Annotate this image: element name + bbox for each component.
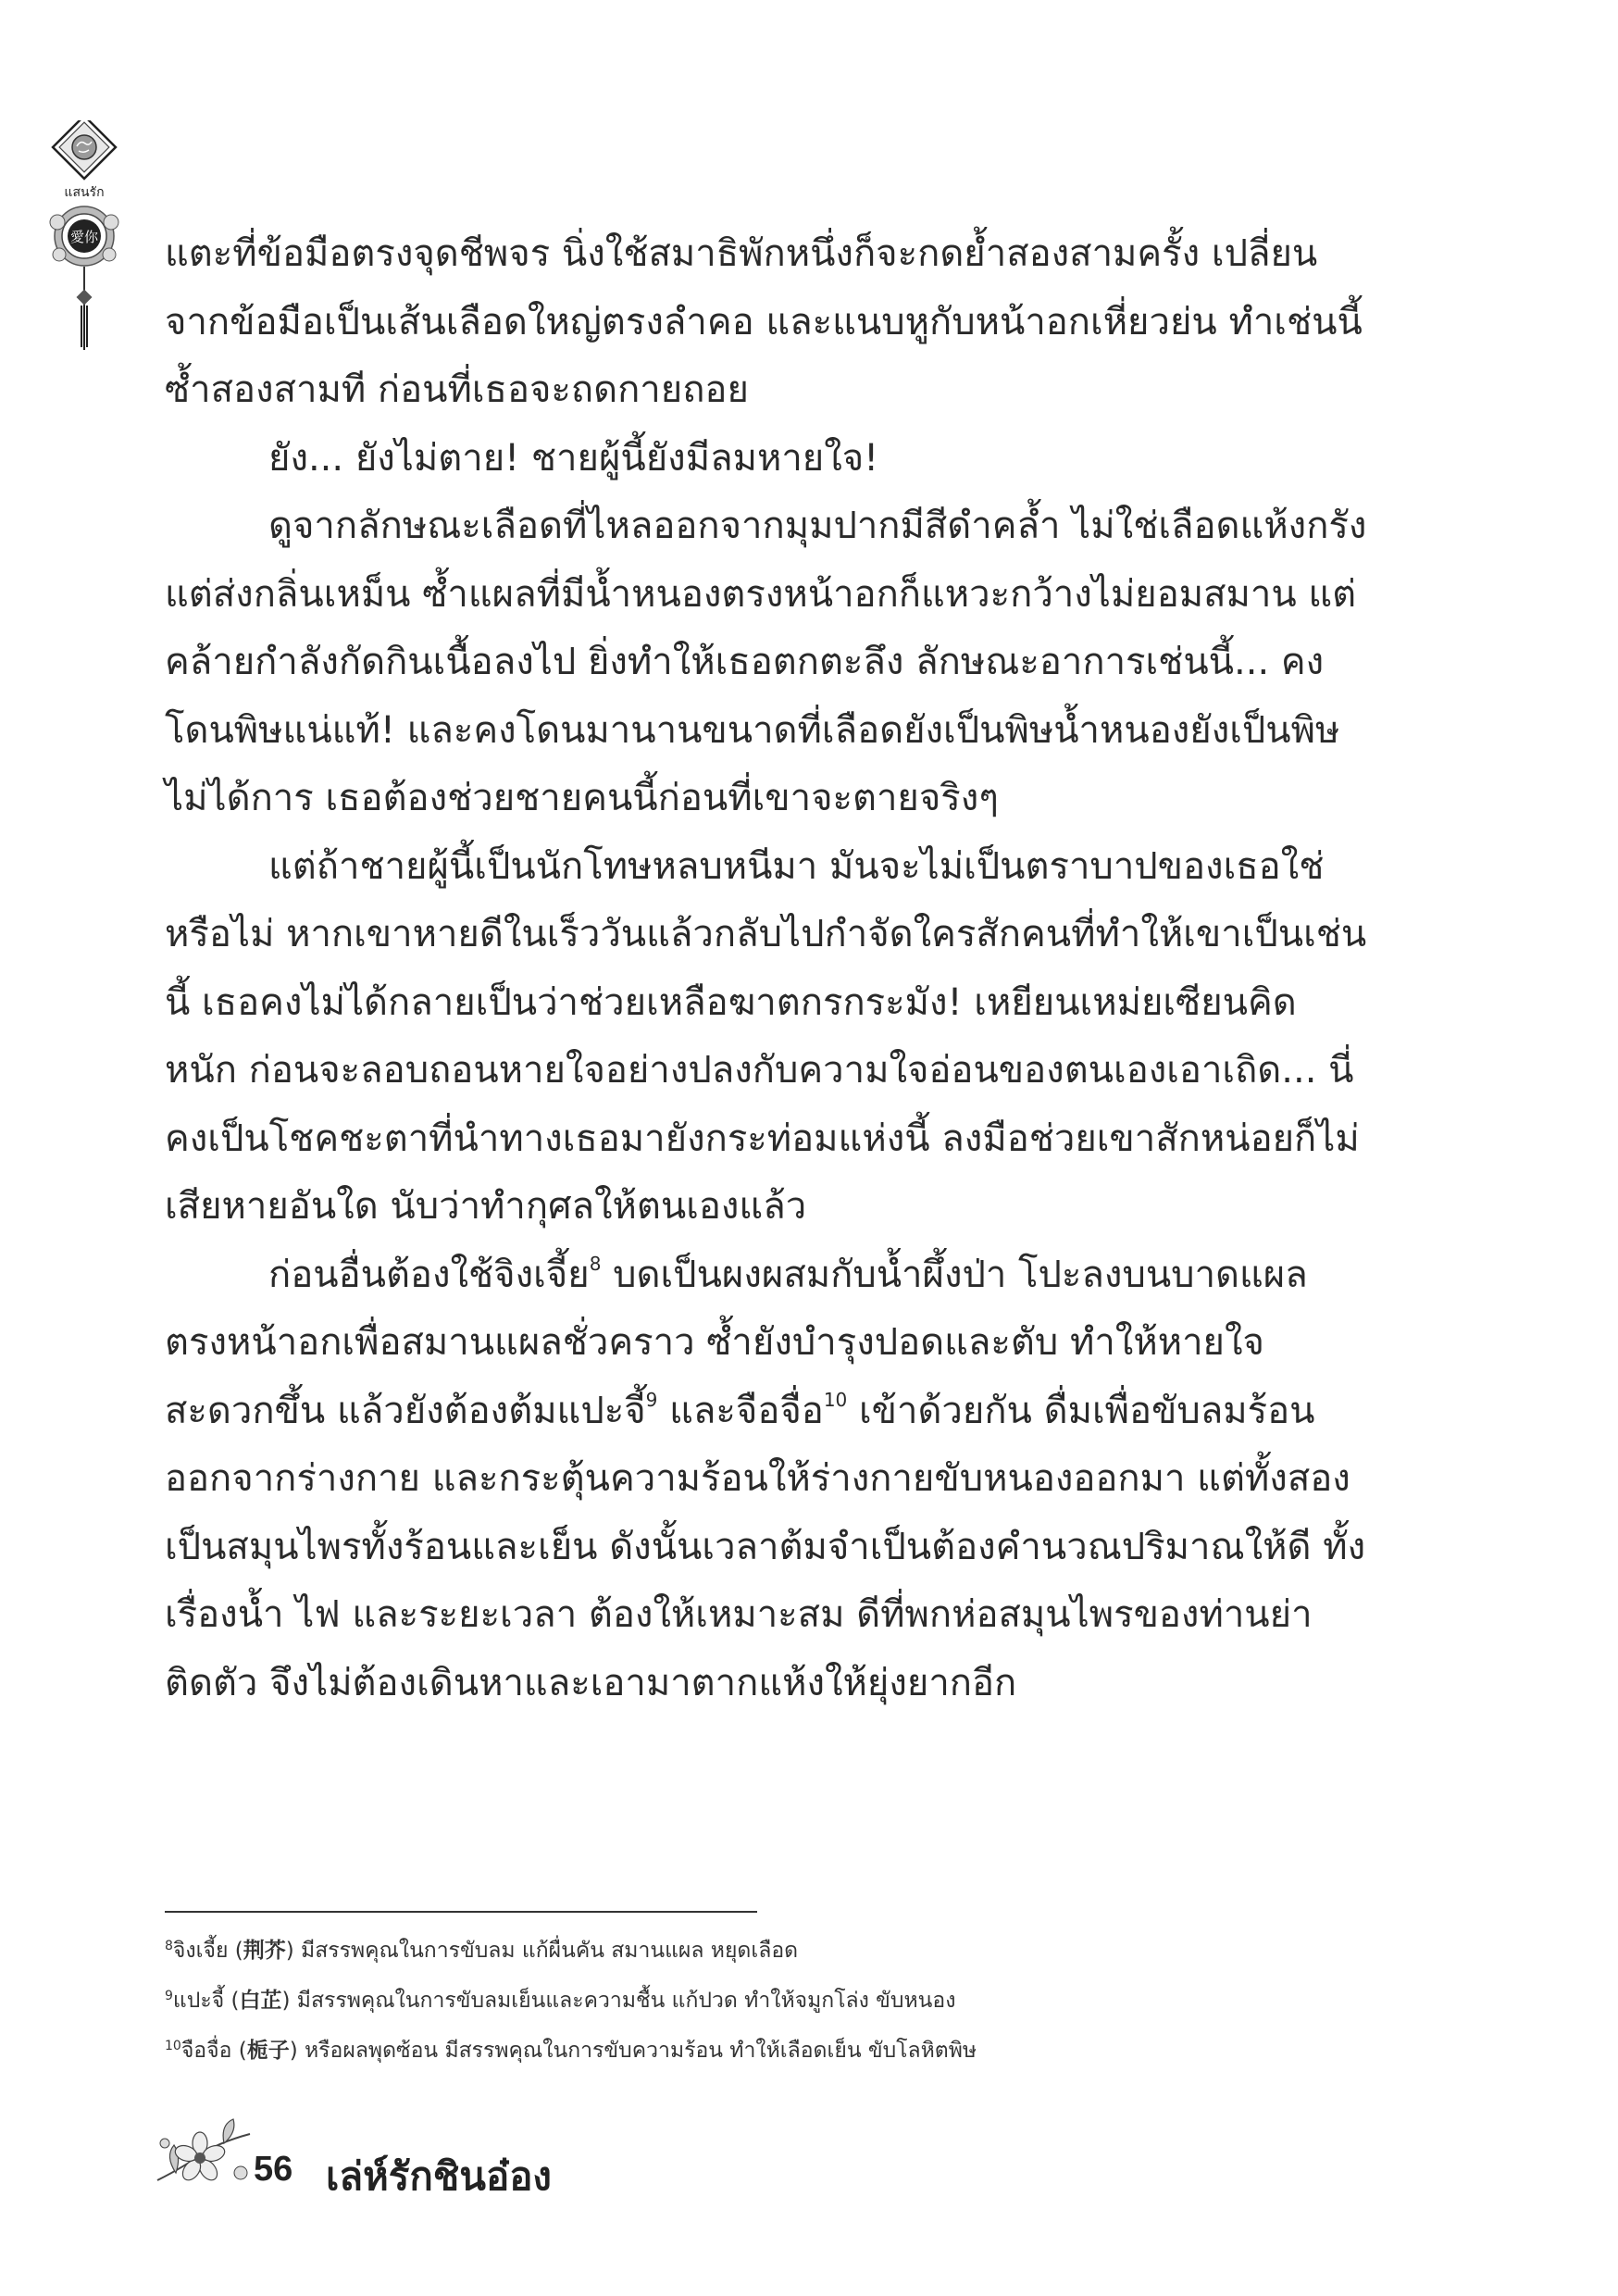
header-ornament-icon [46,120,122,352]
footnote-ref-8: 8 [589,1252,602,1275]
footnote-number: 8 [165,1939,173,1953]
footnote-ref-9: 9 [645,1388,658,1411]
footnote-chinese: 白芷 [239,1989,282,2013]
page-number: 56 [254,2150,293,2189]
footnote-description: หรือผลพุดซ้อน มีสรรพคุณในการขับความร้อน ทำให้เลือดเย็น ขับโลหิตพิษ [305,2039,977,2063]
footnote-term: แปะจี้ [172,1989,225,2013]
footnote-8: $^8$จิงเจี้ย (荆芥) มีสรรพคุณในการขับลม แก้ผื่นคัน สมานแผล หยุดเลือด [165,1939,799,1963]
paragraph-2: ยัง... ยังไม่ตาย! ชายผู้นี้ยังมีลมหายใจ! [268,436,879,480]
footnote-chinese: 荆芥 [243,1939,286,1963]
footnote-10: $^{10}$จือจื่อ (栀子) หรือผลพุดซ้อน มีสรรพคุณในการขับความร้อน ทำให้เลือดเย็น ขับโลหิตพิษ [165,2039,977,2063]
ornament-label: แสนรัก [64,185,105,200]
book-title: เล่ห์รักชินอ๋อง [326,2153,552,2199]
footnote-description: มีสรรพคุณในการขับลมเย็นและความชื้น แก้ปวด ทำให้จมูกโล่ง ขับหนอง [296,1989,956,2013]
footnote-term: จือจื่อ [180,2039,232,2063]
ornament-seal-text: 愛你 [69,229,99,245]
paragraph-3: ดูจากลักษณะเลือดที่ไหลออกจากมุมปากมีสีดำคล้ำ ไม่ใช่เลือดแห้งกรัง แต่ส่งกลิ่นเหม็น ซ้ำแผลที่มีน้ำหนองตรงหน้าอกก็แหวะกว้างไม่ยอมสมาน แต่คล้ายกำลังกัดกินเนื้อลงไป ยิ่งทำให้เธอตกตะลึง ลักษณะอาการเช่นนี้... คงโดนพิษแน่แท้! และคงโดนมานานขนาดที่เลือดยังเป็นพิษน้ำหนองยังเป็นพิษ ไม่ได้การ เธอต้องช่วยชายคนนี้ก่อนที่เขาจะตายจริงๆ [165,505,1367,819]
paragraph-5-part-4: เข้าด้วยกัน ดื่มเพื่อขับลมร้อนออกจากร่างกาย และกระตุ้นความร้อนให้ร่างกายขับหนองออกมา แต่ทั้งสองเป็นสมุนไพรทั้งร้อนและเย็น ดังนั้นเวลาต้มจำเป็นต้องคำนวณปริมาณให้ดี ทั้งเรื่องน้ำ ไฟ และระยะเวลา ต้องให้เหมาะสม ดีที่พกห่อสมุนไพรของท่านย่าติดตัว จึงไม่ต้องเดินหาและเอามาตากแห้งให้ยุ่งยากอีก [165,1389,1366,1704]
footnote-number: 9 [165,1989,173,2003]
footnote-description: มีสรรพคุณในการขับลม แก้ผื่นคัน สมานแผล หยุดเลือด [301,1939,799,1963]
footer-flower-icon [148,2115,259,2199]
footnote-9: $^9$แปะจี้ (白芷) มีสรรพคุณในการขับลมเย็นและความชื้น แก้ปวด ทำให้จมูกโล่ง ขับหนอง [165,1989,956,2013]
paragraph-4: แต่ถ้าชายผู้นี้เป็นนักโทษหลบหนีมา มันจะไม่เป็นตราบาปของเธอใช่หรือไม่ หากเขาหายดีในเร็ววันแล้วกลับไปกำจัดใครสักคนที่ทำให้เขาเป็นเช่นนี้ เธอคงไม่ได้กลายเป็นว่าช่วยเหลือฆาตกรกระมัง! เหยียนเหม่ยเซียนคิดหนัก ก่อนจะลอบถอนหายใจอย่างปลงกับความใจอ่อนของตนเองเอาเถิด... นี่คงเป็นโชคชะตาที่นำทางเธอมายังกระท่อมแห่งนี้ ลงมือช่วยเขาสักหน่อยก็ไม่เสียหายอันใด นับว่าทำกุศลให้ตนเองแล้ว [165,844,1367,1228]
footnote-term: จิงเจี้ย [172,1939,229,1963]
paragraph-5-part-3: และจือจื่อ [657,1389,824,1432]
footnote-number: 10 [165,2039,181,2053]
body-text [165,220,1368,1717]
footnote-ref-10: 10 [823,1388,848,1411]
paragraph-1: แตะที่ข้อมือตรงจุดชีพจร นิ่งใช้สมาธิพักหนึ่งก็จะกดย้ำสองสามครั้ง เปลี่ยนจากข้อมือเป็นเส้นเลือดใหญ่ตรงลำคอ และแนบหูกับหน้าอกเหี่ยวย่น ทำเช่นนี้ซ้ำสองสามที ก่อนที่เธอจะถดกายถอย [165,232,1363,411]
footnote-divider [165,1911,757,1913]
paragraph-5-part-1: ก่อนอื่นต้องใช้จิงเจี้ย [268,1253,590,1296]
paragraph-5-part-2: บดเป็นผงผสมกับน้ำผึ้งป่า โปะลงบนบาดแผลตรงหน้าอกเพื่อสมานแผลชั่วคราว ซ้ำยังบำรุงปอดและตับ ทำให้หายใจสะดวกขึ้น แล้วยังต้องต้มแปะจี้ [165,1253,1308,1432]
footnotes [165,1926,1368,2076]
footnote-chinese: 栀子 [246,2039,290,2063]
paragraph-5 [165,1242,1368,1718]
